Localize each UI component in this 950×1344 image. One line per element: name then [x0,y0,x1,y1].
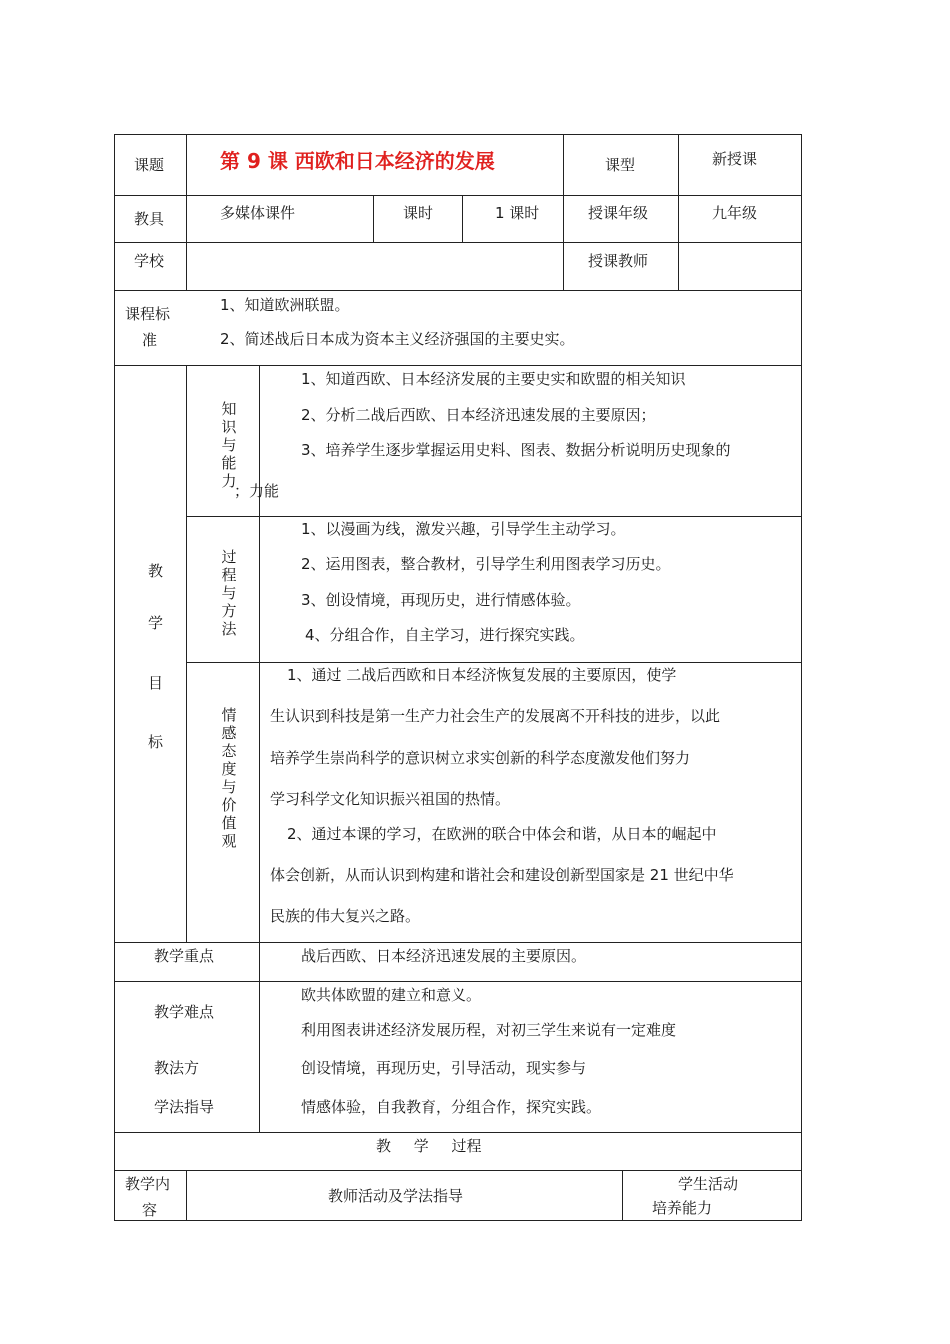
school-label: 学校 [134,252,165,270]
hours-value: 1 课时 [495,204,540,222]
emotion-line: 2、通过本课的学习，在欧洲的联合中体会和谐，从日本的崛起中 [287,825,717,843]
type-label: 课型 [605,156,636,174]
emotion-line: 生认识到科技是第一生产力社会生产的发展离不开科技的进步，以此 [270,707,721,725]
process-item: 3、创设情境，再现历史，进行情感体验。 [301,591,581,609]
knowledge-overflow: ；力能 [234,482,280,500]
standard-label-line2: 准 [142,331,158,349]
key-point-label: 教学重点 [154,947,215,965]
content-label-line1: 教学内 [125,1175,171,1193]
process-item: 1、以漫画为线，激发兴趣，引导学生主动学习。 [301,520,626,538]
grade-value: 九年级 [712,204,758,222]
process-header: 教 学 过程 [376,1137,482,1155]
emotion-line: 民族的伟大复兴之路。 [270,907,421,925]
knowledge-item: 3、培养学生逐步掌握运用史料、图表、数据分析说明历史现象的 [301,441,731,459]
goals-label-char: 学 [148,614,164,632]
tools-value: 多媒体课件 [220,204,296,222]
study-guide-label: 学法指导 [154,1098,215,1116]
difficulty-item: 欧共体欧盟的建立和意义。 [301,986,482,1004]
knowledge-label: 知识与能力 [221,400,237,490]
type-value: 新授课 [712,150,758,168]
hours-label: 课时 [403,204,434,222]
knowledge-item: 2、分析二战后西欧、日本经济迅速发展的主要原因； [301,406,656,424]
difficulty-label: 教学难点 [154,1003,215,1021]
emotion-line: 体会创新，从而认识到构建和谐社会和建设创新型国家是 21 世纪中华 [270,866,734,884]
standard-label-line1: 课程标 [125,305,171,323]
process-item: 4、分组合作，自主学习，进行探究实践。 [305,626,585,644]
grade-label: 授课年级 [588,204,649,222]
difficulty-item: 利用图表讲述经济发展历程，对初三学生来说有一定难度 [301,1021,677,1039]
method-value: 创设情境，再现历史，引导活动，现实参与 [301,1059,587,1077]
method-label: 教法方 [154,1059,200,1077]
emotion-line: 培养学生崇尚科学的意识树立求实创新的科学态度激发他们努力 [270,749,691,767]
knowledge-item: 1、知道西欧、日本经济发展的主要史实和欧盟的相关知识 [301,370,686,388]
goals-label-char: 标 [148,733,164,751]
emotion-line: 1、通过 二战后西欧和日本经济恢复发展的主要原因，使学 [287,666,677,684]
study-guide-value: 情感体验，自我教育，分组合作，探究实践。 [301,1098,602,1116]
lesson-title: 第 9 课 西欧和日本经济的发展 [220,149,495,173]
teacher-activity-header: 教师活动及学法指导 [328,1187,464,1205]
student-activity-line2: 培养能力 [652,1199,713,1217]
key-point-value: 战后西欧、日本经济迅速发展的主要原因。 [301,947,587,965]
goals-label-char: 教 [148,562,164,580]
goals-label-char: 目 [148,674,164,692]
lesson-label: 课题 [134,156,165,174]
standard-item: 1、知道欧洲联盟。 [220,296,350,314]
process-item: 2、运用图表，整合教材，引导学生利用图表学习历史。 [301,555,671,573]
emotion-label: 情感态度与价值观 [221,706,237,850]
tools-label: 教具 [134,210,165,228]
content-label-line2: 容 [142,1201,158,1219]
emotion-line: 学习科学文化知识振兴祖国的热情。 [270,790,511,808]
student-activity-line1: 学生活动 [678,1175,739,1193]
teacher-label: 授课教师 [588,252,649,270]
standard-item: 2、简述战后日本成为资本主义经济强国的主要史实。 [220,330,575,348]
process-label: 过程与方法 [221,548,237,638]
